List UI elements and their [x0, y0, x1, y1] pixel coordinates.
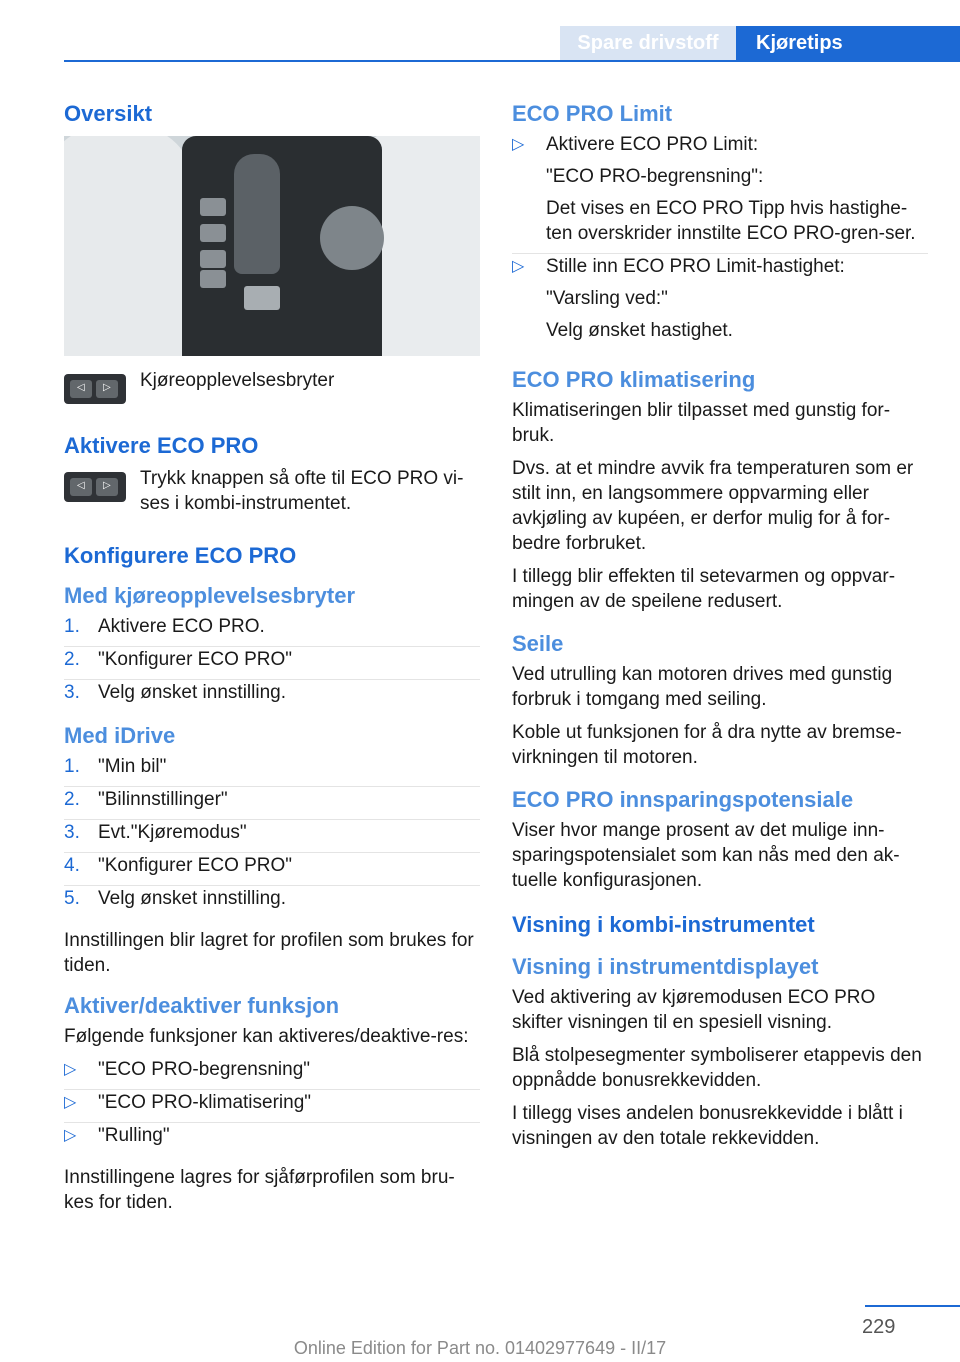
- triangle-bullet-icon: ▷: [512, 258, 525, 275]
- center-console-photo: [64, 136, 480, 356]
- list-item: 5. Velg ønsket innstilling.: [64, 888, 286, 909]
- instrument-display-title: Visning i instrumentdisplayet: [512, 954, 819, 979]
- toggle-list: [64, 1057, 480, 1155]
- idrive-note: Innstillingen blir lagret for profilen som brukes for tiden.: [64, 930, 474, 976]
- header-rule: [64, 60, 960, 62]
- list-item: 2. "Konfigurer ECO PRO": [64, 647, 480, 680]
- activate-text: Trykk knappen så ofte til ECO PRO vi-ses i kombi-instrumentet.: [140, 468, 464, 514]
- climate-paragraph-1: Klimatiseringen blir tilpasset med gunstig for-bruk.: [512, 400, 891, 446]
- instrument-paragraph-2: Blå stolpesegmenter symboliserer etappevis den oppnådde bonusrekkevidden.: [512, 1045, 922, 1091]
- list-item: ▷ "Rulling": [64, 1125, 170, 1146]
- climate-title: ECO PRO klimatisering: [512, 367, 756, 392]
- list-item: 2. "Bilinnstillinger": [64, 787, 480, 820]
- list-item: ▷ Aktivere ECO PRO Limit: "ECO PRO-begrensning": Det vises en ECO PRO Tipp hvis hastighe-ten overskrider innstilte ECO PRO-gren-ser.: [512, 132, 928, 254]
- driving-experience-switch-icon: ◁ ▷: [64, 472, 126, 502]
- coast-title: Seile: [512, 631, 564, 656]
- savings-title: ECO PRO innsparingspotensiale: [512, 787, 854, 812]
- instrument-paragraph-1: Ved aktivering av kjøremodusen ECO PRO skifter visningen til en spesiell visning.: [512, 987, 876, 1033]
- coast-paragraph-1: Ved utrulling kan motoren drives med gunstig forbruk i tomgang med seiling.: [512, 664, 893, 710]
- climate-paragraph-3: I tillegg blir effekten til setevarmen og oppvar-mingen av de speilene redusert.: [512, 566, 896, 612]
- activate-title: Aktivere ECO PRO: [64, 433, 259, 458]
- edition-text: Online Edition for Part no. 01402977649 - II/17: [293, 1338, 667, 1358]
- left-column: [64, 100, 480, 1223]
- limit-list: [512, 132, 928, 350]
- savings-paragraph-1: Viser hvor mange prosent av det mulige inn-sparingspotensialet som kan nås med den ak-tuelle konfigurasjonen.: [512, 820, 900, 891]
- toggle-intro: Følgende funksjoner kan aktiveres/deaktive-res:: [64, 1026, 469, 1047]
- configure-title: Konfigurere ECO PRO: [64, 543, 297, 568]
- climate-paragraph-2: Dvs. at et mindre avvik fra temperaturen som er stilt inn, en langsommere oppvarming eller avkjøling av kupéen, er derfor mulig for å for-bedre forbruket.: [512, 458, 914, 554]
- list-item: ▷ "ECO PRO-klimatisering": [64, 1090, 480, 1123]
- list-item: ▷ Stille inn ECO PRO Limit-hastighet: "Varsling ved:" Velg ønsket hastighet.: [512, 256, 845, 341]
- coast-paragraph-2: Koble ut funksjonen for å dra nytte av bremse-virkningen til motoren.: [512, 722, 902, 768]
- switch-steps-list: [64, 614, 480, 712]
- triangle-bullet-icon: ▷: [64, 1094, 77, 1111]
- toggle-title: Aktiver/deaktiver funksjon: [64, 993, 340, 1018]
- activate-row: [64, 468, 480, 516]
- header-tab-chapter: Kjøretips: [736, 26, 960, 60]
- toggle-note: Innstillingene lagres for sjåførprofilen som bru-kes for tiden.: [64, 1167, 455, 1213]
- header-tab-section: Spare drivstoff: [560, 26, 736, 60]
- list-item: 1. "Min bil": [64, 754, 480, 787]
- triangle-bullet-icon: ▷: [512, 136, 525, 153]
- list-item: 1. Aktivere ECO PRO.: [64, 614, 480, 647]
- right-column: [512, 100, 928, 1159]
- list-item: ▷ "ECO PRO-begrensning": [64, 1057, 480, 1090]
- list-item: 4. "Konfigurer ECO PRO": [64, 853, 480, 886]
- triangle-bullet-icon: ▷: [64, 1061, 77, 1078]
- display-title: Visning i kombi-instrumentet: [512, 912, 815, 937]
- triangle-bullet-icon: ▷: [64, 1127, 77, 1144]
- instrument-paragraph-3: I tillegg vises andelen bonusrekkevidde i blått i visningen av den totale rekkevidden.: [512, 1103, 903, 1149]
- switch-caption-row: [64, 370, 480, 404]
- list-item: 3. Velg ønsket innstilling.: [64, 682, 286, 703]
- driving-experience-switch-icon: ◁ ▷: [64, 374, 126, 404]
- switch-subtitle: Med kjøreopplevelsesbryter: [64, 583, 356, 608]
- list-item: 3. Evt."Kjøremodus": [64, 820, 480, 853]
- idrive-subtitle: Med iDrive: [64, 723, 176, 748]
- idrive-steps-list: [64, 754, 480, 918]
- page-number: 229: [862, 1316, 896, 1338]
- footer-rule: [865, 1305, 960, 1307]
- limit-title: ECO PRO Limit: [512, 101, 673, 126]
- switch-caption: Kjøreopplevelsesbryter: [140, 370, 335, 391]
- overview-title: Oversikt: [64, 101, 153, 126]
